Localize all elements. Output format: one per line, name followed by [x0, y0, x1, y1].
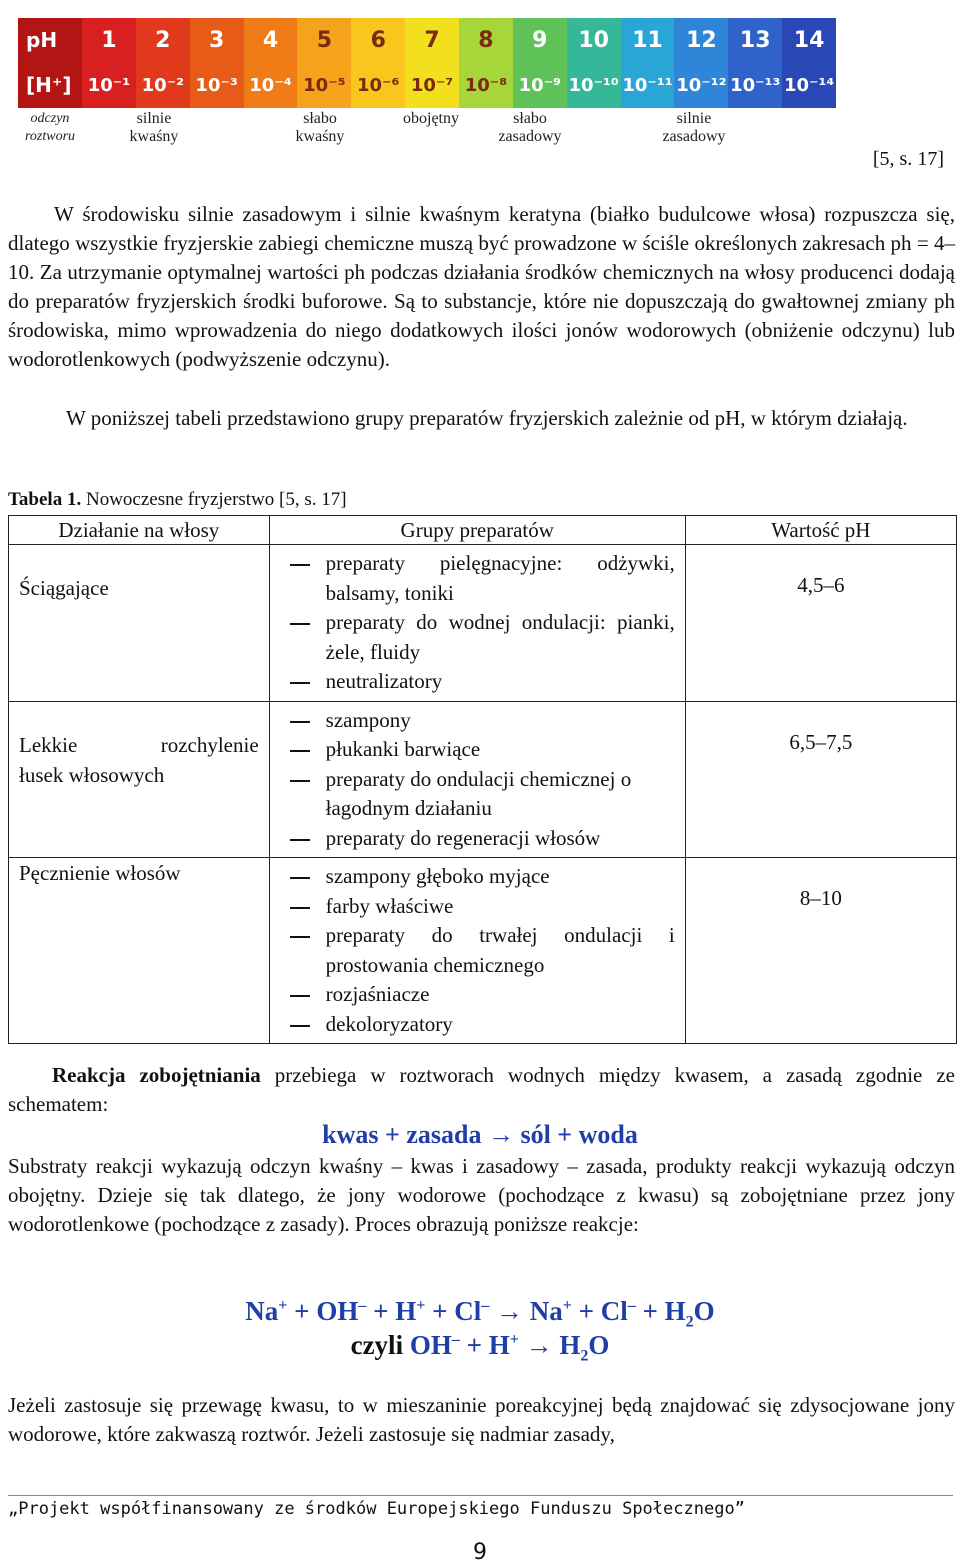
ph-value-label: 2 [155, 28, 171, 53]
ph-value: 8–10 [799, 886, 842, 910]
header-groups: Grupy preparatów [269, 516, 685, 545]
h-ion-concentration-label: 10⁻¹⁴ [783, 75, 835, 96]
ph-value-label: 5 [316, 28, 333, 53]
table-header-row [9, 516, 957, 545]
footer-divider [8, 1495, 953, 1496]
cell-effect [9, 858, 270, 1044]
cell-ph [685, 545, 956, 702]
ph-value-label: 4 [262, 28, 279, 53]
list-item-text: preparaty pielęgnacyjne: odżywki, balsamy, toniki [325, 551, 675, 605]
preparations-list [270, 706, 685, 854]
cell-groups [269, 701, 685, 858]
ph-value-label: 1 [101, 28, 117, 53]
ph-row-label: pH [26, 28, 58, 52]
h-ion-concentration-label: 10⁻¹⁰ [568, 75, 619, 96]
h-ion-concentration-label: 10⁻¹³ [730, 75, 781, 96]
table-row [9, 858, 957, 1044]
ph-value-label: 7 [424, 28, 440, 53]
list-item [290, 765, 675, 824]
neutralization-scheme: kwas + zasada → sól + woda [322, 1120, 638, 1149]
reaction-equation [0, 1296, 960, 1331]
h-ion-concentration-label: 10⁻⁹ [518, 75, 562, 96]
list-item-text: rozjaśniacze [325, 982, 430, 1006]
ph-cell [621, 18, 675, 108]
ph-desc-strong-base: silnie zasadowy [662, 110, 726, 145]
list-item [290, 667, 675, 697]
ph-desc-label: odczyn roztworu [24, 111, 76, 144]
ph-value-label: 12 [686, 28, 717, 53]
effect-text [9, 702, 269, 790]
list-item-text: preparaty do ondulacji chemicznej o łagodnym działaniu [325, 766, 632, 820]
cell-ph [685, 701, 956, 858]
page-number: 9 [473, 1540, 487, 1565]
ph-value-label: 14 [793, 28, 825, 53]
neutralization-term: Reakcja zobojętniania [52, 1063, 261, 1087]
ph-value-label: 9 [532, 28, 548, 53]
paragraph-excess: Jeżeli zastosuje się przewagę kwasu, to w mieszaninie poreakcyjnej będą znajdować się zdysocjowane jony wodorowe, które zakwaszą roztwór. Jeżeli zastosuje się nadmiar zasady, [8, 1393, 955, 1446]
h-ion-concentration-label: 10⁻⁶ [357, 75, 400, 96]
ph-cell [244, 18, 298, 108]
h-ion-concentration-label: 10⁻⁵ [303, 75, 346, 96]
cell-effect [9, 545, 270, 702]
ph-cell [82, 18, 136, 108]
effect-text: Ściągające [19, 576, 109, 600]
list-item [290, 980, 675, 1010]
list-item [290, 706, 675, 736]
h-ion-concentration-label: 10⁻¹¹ [622, 75, 673, 96]
table-caption-label: Tabela 1. [8, 489, 82, 510]
paragraph-neutralization [8, 1061, 955, 1119]
preparations-list [270, 862, 685, 1039]
effect-word: Lekkie [19, 732, 78, 757]
source-reference: [5, s. 17] [872, 148, 944, 170]
preparations-list [270, 549, 685, 697]
list-item [290, 824, 675, 854]
ph-cell [728, 18, 782, 108]
list-item [290, 862, 675, 892]
footer-note: „Projekt współfinansowany ze środków Europejskiego Funduszu Społecznego” [8, 1499, 745, 1519]
h-ion-concentration-label: 10⁻⁸ [464, 75, 508, 96]
list-item-text: dekoloryzatory [325, 1011, 453, 1036]
neutralization-text: przebiega w roztworach wodnych między kwasem, a zasadą zgodnie ze schematem: [8, 1063, 955, 1116]
cell-ph [685, 858, 956, 1044]
ph-value-label: 13 [739, 28, 771, 53]
ph-cell [351, 18, 405, 108]
ph-desc-neutral: obojętny [403, 110, 459, 127]
ph-value-label: 8 [478, 28, 494, 53]
equation-full: $Na^+ + OH^- + H^+ + Cl^- \to Na^+ + Cl^- + H_2O$ [245, 1296, 715, 1331]
ph-cell [136, 18, 190, 108]
equation-connector: czyli [350, 1330, 404, 1360]
h-ion-concentration-label: 10⁻¹ [87, 75, 131, 96]
ph-desc-weak-base: słabo zasadowy [498, 110, 562, 145]
table-row [9, 545, 957, 702]
reaction-equation-short [0, 1330, 960, 1365]
ph-desc-weak-acid: słabo kwaśny [295, 110, 345, 145]
h-ion-concentration-label: 10⁻² [141, 75, 184, 96]
ph-value-label: 11 [632, 28, 663, 53]
ph-cell [297, 18, 351, 108]
paragraph-keratin: W środowisku silnie zasadowym i silnie kwaśnym keratyna (białko budulcowe włosa) rozpuszcza się, dlatego wszystkie fryzjerskie zabiegi chemiczne muszą być prowadzone w ściśle określonych zakresach ph = 4–10. Za utrzymanie optymalnej wartości ph podczas działania środków chemicznych na włosy producenci dodają do preparatów fryzjerskich środki buforowe. Są to substancje, które nie dopuszczają do gwałtownej zmiany ph środowiska, mimo wprowadzenia do niego dodatkowych ilości jonów wodorowych (obniżenie odczynu) lub wodorotlenkowych (podwyższenie odczynu). [8, 202, 955, 371]
list-item-text: preparaty do wodnej ondulacji: pianki, żele, fluidy [325, 610, 675, 664]
ph-cell [405, 18, 459, 108]
h-ion-concentration-label: 10⁻⁷ [410, 75, 454, 96]
preparations-table [8, 515, 957, 1044]
header-effect: Działanie na włosy [9, 516, 270, 545]
ph-scale-grid [18, 18, 836, 108]
ph-cell [190, 18, 244, 108]
paragraph-table-intro: W poniższej tabeli przedstawiono grupy preparatów fryzjerskich zależnie od pH, w którym działają. [66, 406, 908, 430]
table-row [9, 701, 957, 858]
ph-cell [513, 18, 567, 108]
list-item-text: szampony [325, 707, 411, 732]
cell-effect [9, 701, 270, 858]
ph-scale [18, 18, 836, 170]
list-item [290, 1010, 675, 1040]
list-item-text: preparaty do regeneracji włosów [325, 825, 601, 850]
list-item-text: szampony głęboko myjące [325, 864, 550, 888]
list-item-text: preparaty do trwałej ondulacji i prostowania chemicznego [325, 923, 675, 977]
list-item [290, 921, 675, 980]
list-item [290, 735, 675, 765]
list-item [290, 549, 675, 608]
h-ion-concentration-label: 10⁻⁴ [249, 75, 292, 96]
effect-line [19, 730, 259, 760]
list-item [290, 608, 675, 667]
list-item-text: neutralizatory [325, 669, 443, 693]
list-item-text: płukanki barwiące [325, 737, 481, 761]
effect-text: Pęcznienie włosów [19, 861, 181, 885]
ph-cell [674, 18, 728, 108]
table-caption-text: Nowoczesne fryzjerstwo [5, s. 17] [81, 489, 347, 510]
ph-scale-cells [82, 18, 836, 108]
h-ion-row-label: [H⁺] [26, 73, 72, 97]
ph-value-label: 6 [370, 28, 386, 53]
ph-cell [459, 18, 513, 108]
ph-cell [567, 18, 621, 108]
ph-value-label: 3 [208, 28, 225, 53]
cell-groups [269, 545, 685, 702]
ph-desc-strong-acid: silnie kwaśny [129, 110, 179, 145]
ph-scale-labels [18, 18, 82, 108]
effect-line: łusek włosowych [19, 762, 165, 787]
ph-value: 6,5–7,5 [789, 729, 853, 754]
equation-ionic: $OH^- + H^+ \to H_2O$ [409, 1330, 610, 1365]
ph-cell [782, 18, 836, 108]
ph-value-label: 10 [578, 28, 609, 53]
effect-word: rozchylenie [160, 732, 259, 757]
header-ph: Wartość pH [685, 516, 956, 545]
list-item-text: farby właściwe [325, 893, 454, 918]
h-ion-concentration-label: 10⁻³ [195, 75, 238, 96]
cell-groups [269, 858, 685, 1044]
ph-value: 4,5–6 [797, 573, 845, 597]
h-ion-concentration-label: 10⁻¹² [676, 75, 727, 96]
list-item [290, 892, 675, 922]
table-caption [8, 489, 347, 511]
paragraph-substrates: Substraty reakcji wykazują odczyn kwaśny – kwas i zasadowy – zasada, produkty reakcji wykazują odczyn obojętny. Dzieje się tak dlatego, że jony wodorowe (pochodzące z kwasu) są zobojętniane przez jony wodorotlenkowe (pochodzące z zasady). Proces obrazują poniższe reakcje: [8, 1154, 955, 1236]
